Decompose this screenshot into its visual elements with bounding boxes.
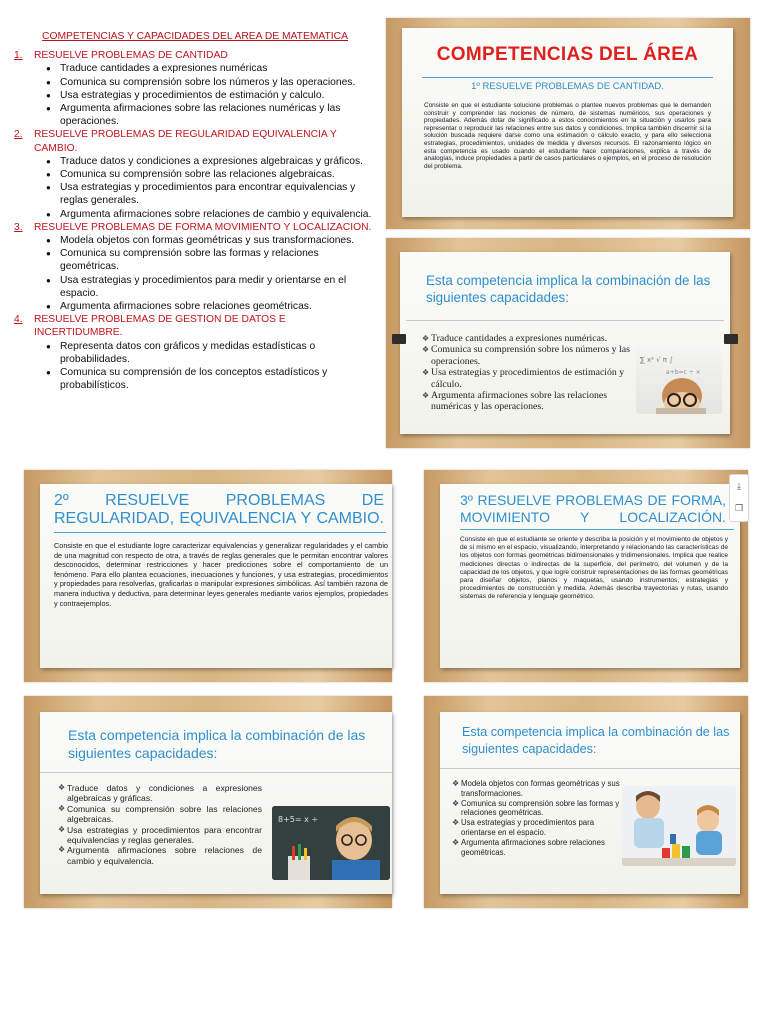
slide-body: Consiste en que el estudiante se oriente y describa la posición y el movimiento de objetos y de sí mismo en el espacio, visualizando, interpretando y relacionando las características de los objetos con formas geométricas bidimensionales y tridimensionales. Implica que realice mediciones directas o indirectas de la superficie, del perímetro, del volumen y de la capacidad de los objetos, y que logre construir representaciones de las formas geométricas para diseñar objetos, planos y maquetas, usando instrumentos, estrategias y procedimientos de construcción y medida. Además describa trayectorias y rutas, usando sistemas de referencia y lenguaje geométrico.: [460, 536, 728, 601]
list-item: ● Modela objetos con formas geométricas y sus transformaciones.: [60, 234, 376, 247]
section-3-title: 3. RESUELVE PROBLEMAS DE FORMA MOVIMIENTO Y LOCALIZACION.: [14, 221, 372, 233]
slide-paper: [440, 712, 740, 894]
divider: [460, 529, 734, 530]
list-item: ❖ Comunica su comprensión sobre las relaciones algebraicas.: [58, 804, 262, 825]
divider: [422, 77, 713, 78]
slide-paper: [40, 712, 392, 894]
list-item: ● Comunica su comprensión sobre las relaciones algebraicas.: [60, 168, 376, 181]
slide-subtitle: 1º RESUELVE PROBLEMAS DE CANTIDAD.: [471, 81, 664, 92]
section-2-list: [14, 155, 376, 221]
slide-capacidades-forma: [424, 696, 748, 908]
list-item: ❖ Argumenta afirmaciones sobre relaciones geométricas.: [452, 838, 620, 858]
slide-paper: [402, 28, 733, 217]
slide-body: Consiste en que el estudiante logre caracterizar equivalencias y generalizar regularidades y el cambio de una magnitud con respecto de otra, a través de reglas generales que le permitan encontrar valores desconocidos, determinar restricciones y hacer predicciones sobre el comportamiento de un fenómeno. Para ello plantea ecuaciones, inecuaciones y funciones, y usa estrategias, procedimientos y propiedades para resolverlas, graficarlas o manipular expresiones simbólicas. Así también razona de manera inductiva y deductiva, para determinar leyes generales mediante varios ejemplos, propiedades y contraejemplos.: [54, 541, 388, 608]
child-math-photo: [636, 348, 722, 414]
slide-regularidad: [24, 470, 392, 682]
capacity-list: [422, 333, 630, 413]
slide-capacidades-regularidad: [24, 696, 392, 908]
list-item: ● Argumenta afirmaciones sobre relaciones de cambio y equivalencia.: [60, 208, 376, 221]
slide-body: Consiste en que el estudiante solucione problemas o plantee nuevos problemas que le demanden construir y comprender las nociones de número, de sistemas numéricos, sus operaciones y propiedades. Además dotar de significado a estos conocimientos en la situación y usarlos para representar o reproducir las relaciones entre sus datos y condiciones. Implica también discernir si la solución buscada requiere darse como una estimación o cálculo exacto, y para ello selecciona estrategias, procedimientos, unidades de medida y diversos recursos. El razonamiento lógico en esta competencia es usado cuando el estudiante hace comparaciones, explica a través de analogías, induce propiedades a partir de casos particulares o ejemplos, en el proceso de resolución del problema.: [424, 102, 711, 170]
list-item: ● Comunica su comprensión de los conceptos estadísticos y probabilísticos.: [60, 366, 376, 392]
divider: [40, 772, 392, 773]
list-item: ● Usa estrategias y procedimientos de estimación y calculo.: [60, 89, 376, 102]
list-item: ❖ Argumenta afirmaciones sobre relaciones de cambio y equivalencia.: [58, 845, 262, 866]
list-item: ● Representa datos con gráficos y medidas estadísticas o probabilidades.: [60, 340, 376, 366]
list-item: ❖ Argumenta afirmaciones sobre las relaciones numéricas y las operaciones.: [422, 390, 630, 413]
list-item: ❖ Comunica su comprensión sobre los números y las operaciones.: [422, 344, 630, 367]
list-item: ● Comunica su comprensión sobre las formas y relaciones geométricas.: [60, 247, 376, 273]
slide-title: Esta competencia implica la combinación de las siguientes capacidades:: [426, 273, 711, 305]
download-icon[interactable]: ⤓: [737, 481, 741, 491]
list-item: ● Usa estrategias y procedimientos para medir y orientarse en el espacio.: [60, 274, 376, 300]
slide-title: 2º RESUELVE PROBLEMAS DE REGULARIDAD, EQUIVALENCIA Y CAMBIO.: [54, 492, 384, 527]
boy-blackboard-photo: [272, 806, 390, 880]
side-toolbar: [729, 474, 749, 522]
list-item: ❖ Usa estrategias y procedimientos de estimación y cálculo.: [422, 367, 630, 390]
slide-forma-movimiento: [424, 470, 748, 682]
section-1-list: [14, 62, 376, 128]
slide-competencias-area: [386, 18, 750, 229]
boy-illustration: [272, 806, 390, 880]
list-item: ❖ Modela objetos con formas geométricas y sus transformaciones.: [452, 779, 620, 799]
slide-paper: [40, 484, 392, 668]
child-glasses-illustration: [636, 348, 722, 414]
kids-blocks-photo: [622, 786, 736, 866]
list-item: ● Argumenta afirmaciones sobre las relaciones numéricas y las operaciones.: [60, 102, 376, 128]
list-item: ❖ Traduce datos y condiciones a expresiones algebraicas y gráficas.: [58, 783, 262, 804]
slide-title: 3º RESUELVE PROBLEMAS DE FORMA, MOVIMIENTO Y LOCALIZACIÓN.: [460, 492, 726, 525]
list-item: ❖ Traduce cantidades a expresiones numéricas.: [422, 333, 630, 344]
capacity-list: [58, 783, 262, 866]
section-1-title: 1. RESUELVE PROBLEMAS DE CANTIDAD: [14, 50, 228, 62]
divider: [440, 768, 740, 769]
slide-paper: [440, 484, 740, 668]
bookmark-icon[interactable]: ❐: [734, 503, 744, 513]
divider: [406, 320, 724, 321]
slide-title: COMPETENCIAS DEL ÁREA: [436, 44, 699, 65]
list-item: ❖ Usa estrategias y procedimientos para encontrar equivalencias y reglas generales.: [58, 825, 262, 846]
list-item: ● Traduce datos y condiciones a expresiones algebraicas y gráficos.: [60, 155, 376, 168]
section-3-list: [14, 234, 376, 313]
svg-text:a+b=c ÷ ×: a+b=c ÷ ×: [666, 369, 701, 376]
svg-text:8+5= x ÷: 8+5= x ÷: [278, 815, 319, 824]
binder-clip: [392, 334, 406, 344]
list-item: ● Comunica su comprensión sobre los números y las operaciones.: [60, 76, 376, 89]
svg-text:∑ x² √ π ∫: ∑ x² √ π ∫: [640, 356, 673, 364]
section-4-title: 4. RESUELVE PROBLEMAS DE GESTION DE DATOS E INCERTIDUMBRE.: [14, 314, 286, 339]
list-item: ● Traduce cantidades a expresiones numéricas: [60, 62, 376, 75]
divider: [54, 532, 386, 533]
competency-outline: [14, 30, 376, 392]
binder-clip: [724, 334, 738, 344]
outline-heading: COMPETENCIAS Y CAPACIDADES DEL AREA DE MATEMATICA: [42, 31, 348, 42]
section-2-title: 2. RESUELVE PROBLEMAS DE REGULARIDAD EQUIVALENCIA Y CAMBIO.: [14, 129, 337, 154]
list-item: ❖ Usa estrategias y procedimientos para orientarse en el espacio.: [452, 818, 620, 838]
list-item: ● Usa estrategias y procedimientos para encontrar equivalencias y reglas generales.: [60, 181, 376, 207]
slide-capacidades-cantidad: [386, 238, 750, 448]
section-4-list: [14, 340, 376, 393]
list-item: ❖ Comunica su comprensión sobre las formas y relaciones geométricas.: [452, 799, 620, 819]
slide-paper: [400, 252, 730, 434]
list-item: ● Argumenta afirmaciones sobre relaciones geométricas.: [60, 300, 376, 313]
kids-illustration: [622, 786, 736, 866]
capacity-list: [452, 779, 620, 857]
slide-title: Esta competencia implica la combinación de las siguientes capacidades:: [462, 725, 730, 756]
slide-title: Esta competencia implica la combinación de las siguientes capacidades:: [68, 727, 366, 761]
